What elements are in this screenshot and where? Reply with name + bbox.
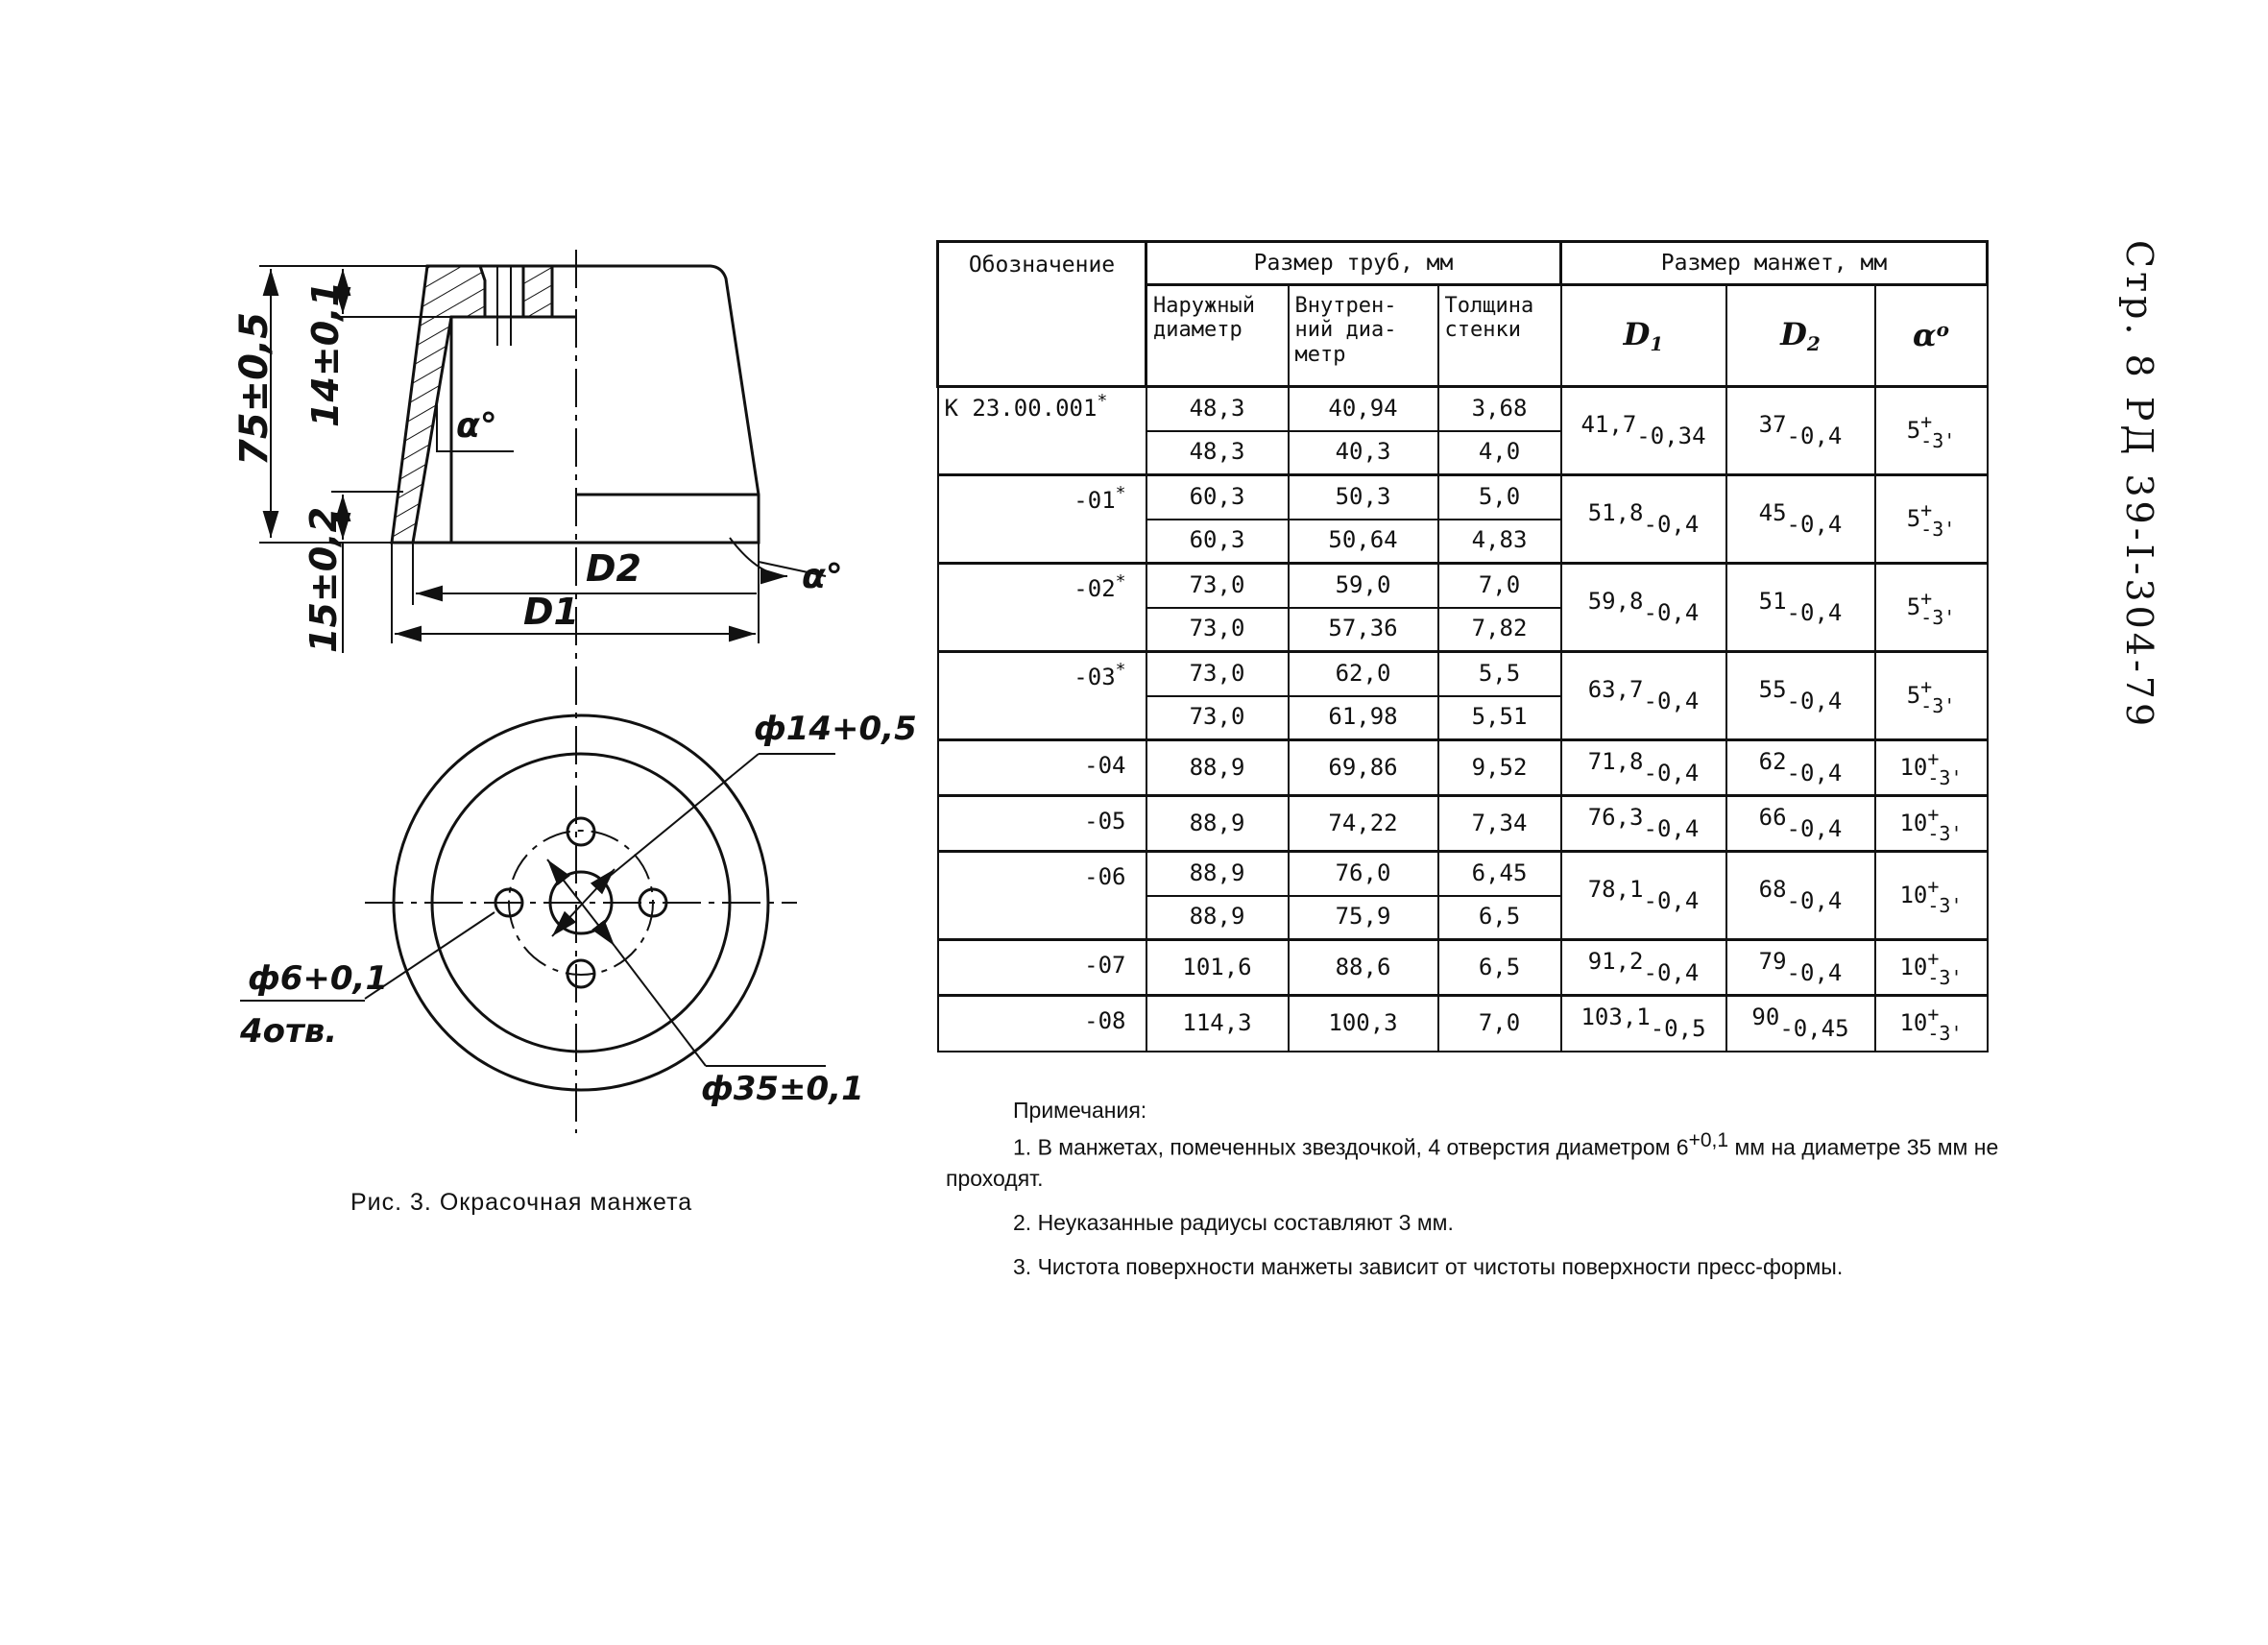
notes [946, 1095, 2002, 1295]
cell-alpha: 5+ -3' [1875, 564, 1988, 652]
cell-alpha: 10+ -3' [1875, 796, 1988, 852]
notes-heading: Примечания: [1013, 1098, 1147, 1123]
cell-inner: 100,3 [1289, 996, 1438, 1052]
cell-wall: 6,5 [1438, 896, 1561, 940]
cell-inner: 76,0 [1289, 852, 1438, 896]
cell-inner: 50,3 [1289, 475, 1438, 520]
header-outer-diameter: Наружный диаметр [1146, 285, 1289, 387]
dim-holes-circle: ф35±0,1 [701, 1070, 864, 1108]
header-d1: $D_1$ [1561, 285, 1726, 387]
cell-alpha: 10+ -3' [1875, 940, 1988, 996]
cell-alpha: 10+ -3' [1875, 996, 1988, 1052]
cell-d1: $78,1_{-0,4}$ [1561, 852, 1726, 940]
header-d2: $D_2$ [1726, 285, 1875, 387]
cell-d2: $79_{-0,4}$ [1726, 940, 1875, 996]
cell-wall: 7,0 [1438, 564, 1561, 608]
cell-d1: $51,8_{-0,4}$ [1561, 475, 1726, 564]
cell-d1: $91,2_{-0,4}$ [1561, 940, 1726, 996]
dim-height-bottom: 15±0,2 [302, 506, 345, 653]
table-row [938, 387, 1988, 431]
cell-alpha: 5+ -3' [1875, 652, 1988, 740]
cell-inner: 57,36 [1289, 608, 1438, 652]
dim-d1: D1 [523, 591, 579, 633]
cell-designation: -02* [938, 564, 1146, 652]
cell-d2: $37_{-0,4}$ [1726, 387, 1875, 475]
cell-d1: $76,3_{-0,4}$ [1561, 796, 1726, 852]
dim-holes-count: 4отв. [240, 1012, 338, 1051]
cell-d2: $68_{-0,4}$ [1726, 852, 1875, 940]
cell-wall: 6,5 [1438, 940, 1561, 996]
cell-outer: 48,3 [1146, 431, 1289, 475]
cell-inner: 62,0 [1289, 652, 1438, 696]
cell-outer: 60,3 [1146, 520, 1289, 564]
cell-inner: 74,22 [1289, 796, 1438, 852]
cell-inner: 50,64 [1289, 520, 1438, 564]
cell-d2: $90_{-0,45}$ [1726, 996, 1875, 1052]
cell-d2: $55_{-0,4}$ [1726, 652, 1875, 740]
header-wall-thickness: Толщина стенки [1438, 285, 1561, 387]
table-row [938, 475, 1988, 520]
top-hole-hatch [523, 266, 552, 317]
cell-wall: 3,68 [1438, 387, 1561, 431]
cell-wall: 7,34 [1438, 796, 1561, 852]
cell-designation: К 23.00.001* [938, 387, 1146, 475]
cell-d2: $62_{-0,4}$ [1726, 740, 1875, 796]
header-alpha: $\alpha^o$ [1875, 285, 1988, 387]
cell-outer: 73,0 [1146, 696, 1289, 740]
dim-holes-diameter: ф6+0,1 [248, 959, 389, 998]
dim-height-total: 75±0,5 [232, 311, 277, 466]
cell-outer: 101,6 [1146, 940, 1289, 996]
dim-alpha-outer: α° [802, 557, 843, 596]
cell-outer: 73,0 [1146, 652, 1289, 696]
cell-wall: 7,82 [1438, 608, 1561, 652]
cell-d1: $41,7_{-0,34}$ [1561, 387, 1726, 475]
cell-wall: 7,0 [1438, 996, 1561, 1052]
cell-outer: 114,3 [1146, 996, 1289, 1052]
table-row [938, 852, 1988, 896]
table-row [938, 564, 1988, 608]
cell-d2: $66_{-0,4}$ [1726, 796, 1875, 852]
cell-outer: 73,0 [1146, 564, 1289, 608]
cell-inner: 75,9 [1289, 896, 1438, 940]
cell-outer: 48,3 [1146, 387, 1289, 431]
cell-d1: $59,8_{-0,4}$ [1561, 564, 1726, 652]
cell-inner: 59,0 [1289, 564, 1438, 608]
cell-alpha: 10+ -3' [1875, 740, 1988, 796]
cell-inner: 61,98 [1289, 696, 1438, 740]
dim-height-top: 14±0,1 [304, 280, 347, 427]
plan-view [239, 710, 917, 1108]
cell-outer: 88,9 [1146, 796, 1289, 852]
note-1: 1. В манжетах, помеченных звездочкой, 4 отверстия диаметром $6^{+0,1}$ мм на диаметре 35 мм не проходят. [946, 1129, 1999, 1191]
header-cuff-size: Размер манжет, мм [1561, 242, 1988, 285]
cell-designation: -05 [938, 796, 1146, 852]
page-label-text: Стр. 8 РД 39-I-304-79 [2118, 240, 2160, 731]
cell-d1: $103,1_{-0,5}$ [1561, 996, 1726, 1052]
cell-d2: $51_{-0,4}$ [1726, 564, 1875, 652]
header-designation: Обозначение [938, 242, 1146, 387]
cell-alpha: 10+ -3' [1875, 852, 1988, 940]
dim-d2: D2 [586, 547, 641, 590]
header-pipe-size: Размер труб, мм [1146, 242, 1561, 285]
cell-wall: 9,52 [1438, 740, 1561, 796]
dim-alpha-inner: α° [456, 406, 497, 446]
dim-center-hole: ф14+0,5 [754, 710, 917, 748]
cell-outer: 88,9 [1146, 896, 1289, 940]
cell-designation: -06 [938, 852, 1146, 940]
header-inner-diameter: Внутрен- ний диа- метр [1289, 285, 1438, 387]
cell-wall: 4,83 [1438, 520, 1561, 564]
cell-wall: 6,45 [1438, 852, 1561, 896]
cell-designation: -01* [938, 475, 1146, 564]
cell-alpha: 5+ -3' [1875, 475, 1988, 564]
cell-designation: -03* [938, 652, 1146, 740]
cell-outer: 60,3 [1146, 475, 1289, 520]
table-row [938, 796, 1988, 852]
cell-d1: $71,8_{-0,4}$ [1561, 740, 1726, 796]
cell-inner: 40,3 [1289, 431, 1438, 475]
table-row [938, 940, 1988, 996]
table-row [938, 996, 1988, 1052]
cell-outer: 88,9 [1146, 740, 1289, 796]
figure-caption: Рис. 3. Окрасочная манжета [350, 1189, 693, 1216]
table-row [938, 740, 1988, 796]
cell-outer: 88,9 [1146, 852, 1289, 896]
cell-d1: $63,7_{-0,4}$ [1561, 652, 1726, 740]
table-row [938, 652, 1988, 696]
cell-designation: -08 [938, 996, 1146, 1052]
note-3: 3. Чистота поверхности манжеты зависит от чистоты поверхности пресс-формы. [1013, 1253, 1844, 1279]
spec-table [936, 240, 1989, 1052]
cell-wall: 5,0 [1438, 475, 1561, 520]
cell-d2: $45_{-0,4}$ [1726, 475, 1875, 564]
cell-wall: 5,51 [1438, 696, 1561, 740]
cell-wall: 4,0 [1438, 431, 1561, 475]
cell-designation: -07 [938, 940, 1146, 996]
cell-alpha: 5+ -3' [1875, 387, 1988, 475]
cell-designation: -04 [938, 740, 1146, 796]
page-label [2103, 240, 2170, 731]
cell-inner: 40,94 [1289, 387, 1438, 431]
note-2: 2. Неуказанные радиусы составляют 3 мм. [1013, 1209, 1454, 1235]
cell-outer: 73,0 [1146, 608, 1289, 652]
cell-inner: 69,86 [1289, 740, 1438, 796]
section-hatch [392, 266, 485, 543]
cell-wall: 5,5 [1438, 652, 1561, 696]
cell-inner: 88,6 [1289, 940, 1438, 996]
